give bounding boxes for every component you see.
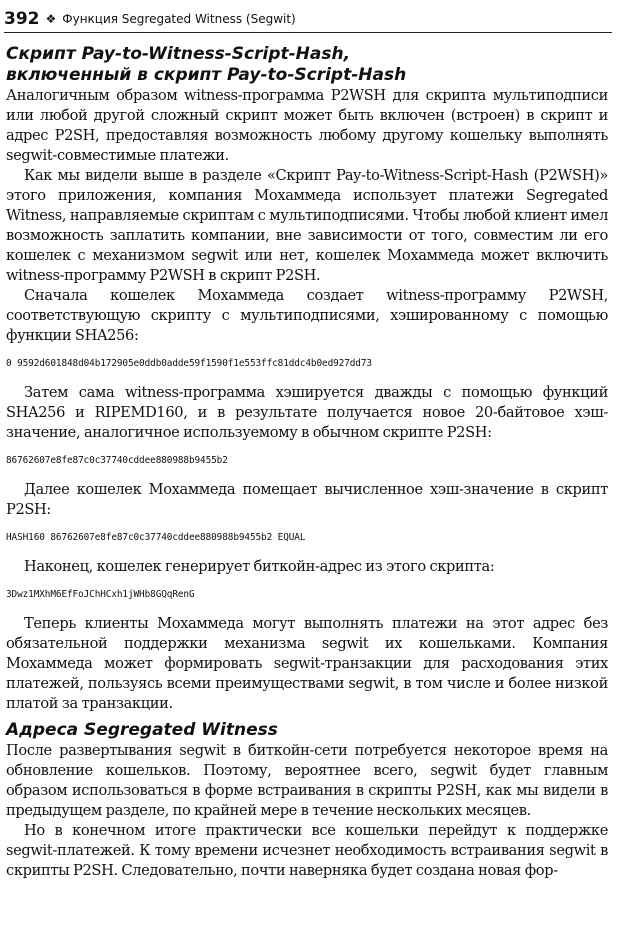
code-p2sh-script: HASH160 86762607e8fe87c0c37740cddee880988b9455b2 EQUAL [6,532,306,543]
code-bitcoin-address: 3Dwz1MXhM6EfFoJChHCxh1jWHb8GQqRenG [6,589,195,600]
paragraph: После развертывания segwit в биткойн-сети потребуется некоторое время на обновление кошельков. Поэтому, вероятнее всего, segwit будет главным образом использоваться в форме встраивания в скрипты P2SH, как мы видели в предыдущем разделе, по крайней мере в течение нескольких месяцев. [6,742,608,819]
page-number: 392 [4,9,40,29]
running-title: Функция Segregated Witness (Segwit) [62,12,296,26]
page-header [4,6,612,33]
paragraph: Затем сама witness-программа хэшируется дважды с помощью функций SHA256 и RIPEMD160, и в результате получается новое 20-байтовое хэш-значение, аналогичное используемому в обычном скрипте P2SH: [6,384,608,441]
heading-line-1: Скрипт Pay-to-Witness-Script-Hash, [6,44,351,64]
paragraph: Теперь клиенты Мохаммеда могут выполнять платежи на этот адрес без обязательной поддержки механизма segwit их кошельками. Компания Мохаммеда может формировать segwit-транзакции для расходования этих платежей, пользуясь всеми преимуществами segwit, в том числе и более низкой платой за транзакции. [6,615,608,712]
diamond-icon: ❖ [45,12,57,26]
section-heading-segwit-addresses: Адреса Segregated Witness [6,720,278,740]
heading-line-2: включенный в скрипт Pay-to-Script-Hash [6,65,407,85]
paragraph: Наконец, кошелек генерирует биткойн-адрес из этого скрипта: [24,558,495,575]
code-script-hash: 86762607e8fe87c0c37740cddee880988b9455b2 [6,455,228,466]
paragraph: Аналогичным образом witness-программа P2WSH для скрипта мультиподписи или любой другой сложный скрипт может быть включен (встроен) в скрипт и адрес P2SH, предоставляя возможность любому другому кошельку выполнять segwit-совместимые платежи. [6,87,608,164]
code-witness-program: 0 9592d601848d04b172905e0ddb0adde59f1590f1e553ffc81ddc4b0ed927dd73 [6,358,372,369]
paragraph: Но в конечном итоге практически все кошельки перейдут к поддержке segwit-платежей. К тому времени исчезнет необходимость встраивания segwit в скрипты P2SH. Следовательно, почти наверняка будет создана новая фор- [6,822,608,879]
page-content [6,44,608,881]
paragraph: Далее кошелек Мохаммеда помещает вычисленное хэш-значение в скрипт P2SH: [6,481,608,518]
paragraph: Как мы видели выше в разделе «Скрипт Pay-to-Witness-Script-Hash (P2WSH)» этого приложения, компания Мохаммеда использует платежи Segregated Witness, направляемые скриптам с мультиподписями. Чтобы любой клиент имел возможность заплатить компании, вне зависимости от того, совместим ли его кошелек с механизмом segwit или нет, кошелек Мохаммеда может включить witness-программу P2WSH в скрипт P2SH. [6,167,608,284]
paragraph: Сначала кошелек Мохаммеда создает witness-программу P2WSH, соответствующую скрипту с мультиподписями, хэшированному с помощью функции SHA256: [6,287,608,344]
section-heading-p2wsh-in-p2sh [6,44,608,86]
